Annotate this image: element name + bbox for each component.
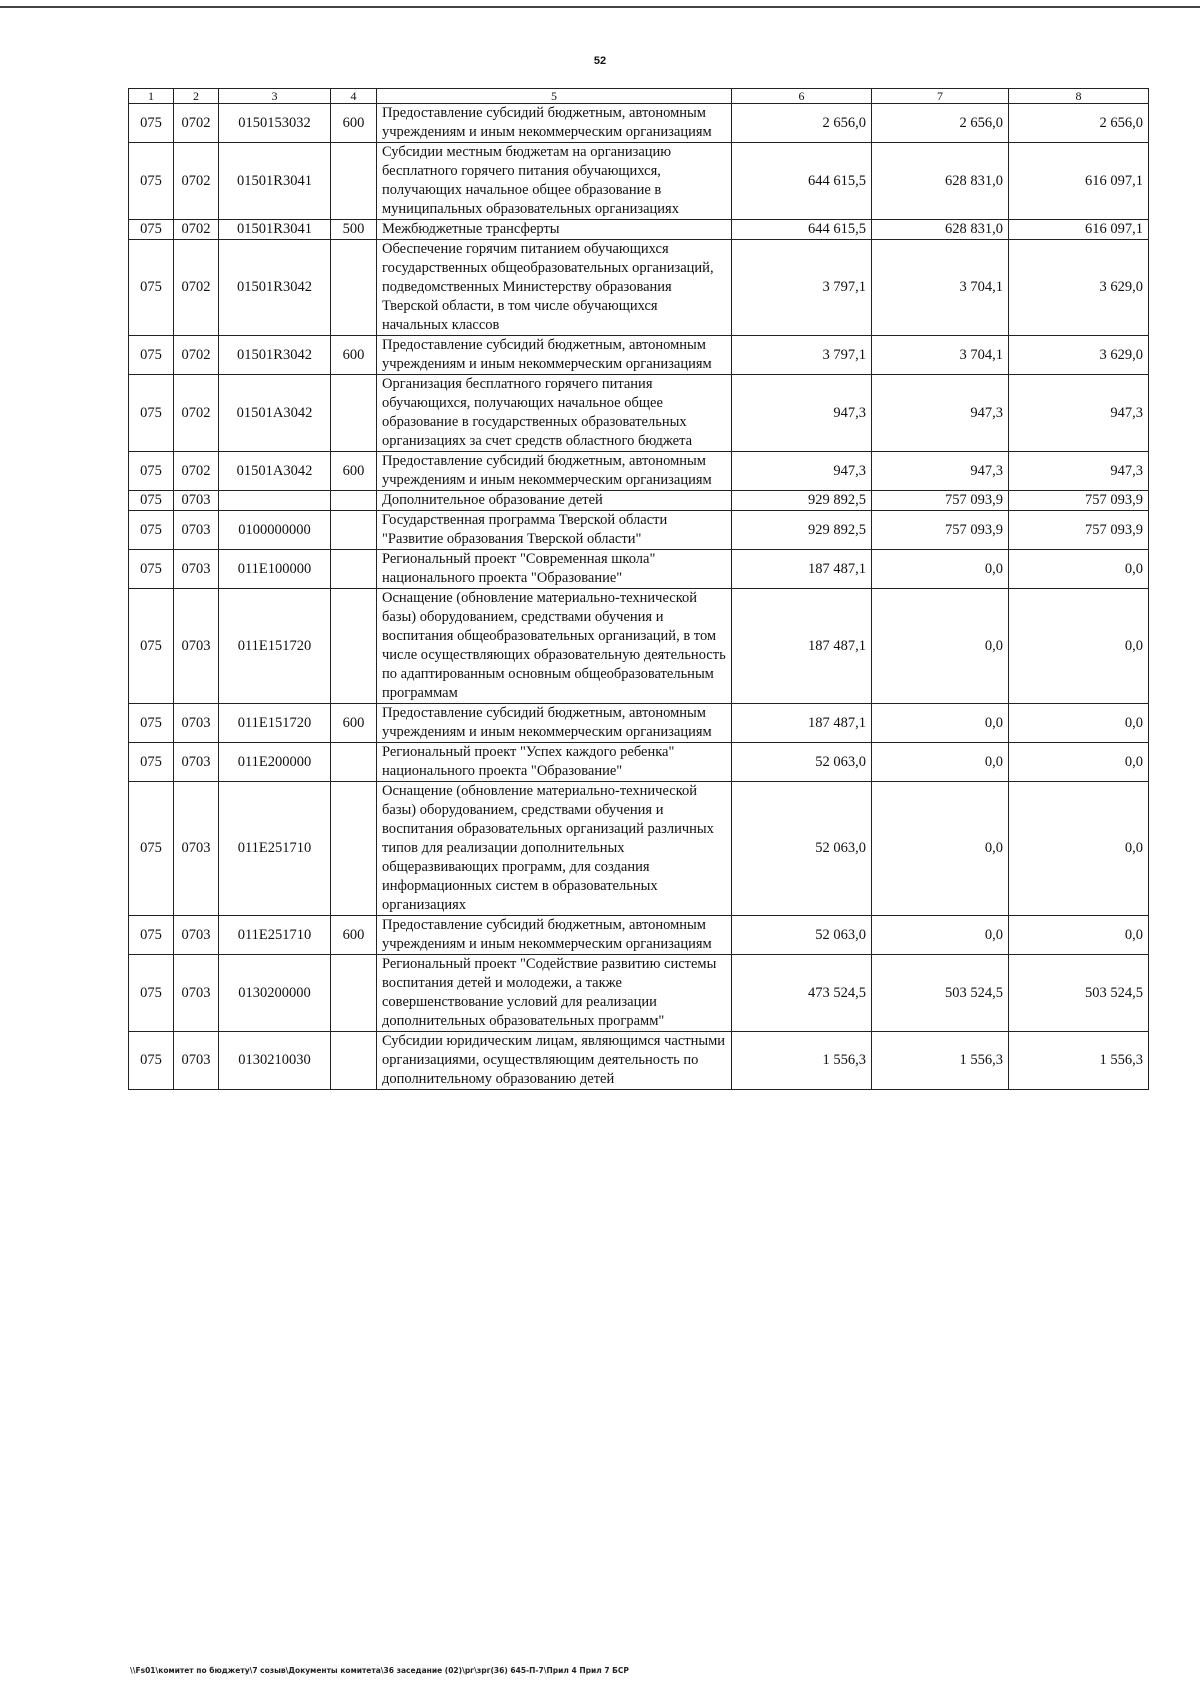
expense-type-code: 500	[331, 220, 377, 240]
amount-col7: 0,0	[872, 550, 1009, 589]
amount-col6: 52 063,0	[732, 782, 872, 916]
ministry-code: 075	[129, 1032, 174, 1090]
target-article-code: 011E200000	[219, 743, 331, 782]
row-description: Предоставление субсидий бюджетным, автономным учреждениям и иным некоммерческим организациям	[377, 704, 732, 743]
row-description: Субсидии местным бюджетам на организацию бесплатного горячего питания обучающихся, получающих начальное общее образование в муниципальных образовательных организациях	[377, 143, 732, 220]
amount-col7: 2 656,0	[872, 104, 1009, 143]
row-description: Оснащение (обновление материально-технической базы) оборудованием, средствами обучения и воспитания общеобразовательных организаций, в том числе осуществляющих образовательную деятельность по адаптированным основным общеобразовательным программам	[377, 589, 732, 704]
table-row	[129, 143, 1149, 220]
table-row	[129, 782, 1149, 916]
amount-col7: 503 524,5	[872, 955, 1009, 1032]
expense-type-code	[331, 511, 377, 550]
ministry-code: 075	[129, 743, 174, 782]
amount-col7: 757 093,9	[872, 511, 1009, 550]
expense-type-code	[331, 589, 377, 704]
section-code: 0703	[174, 511, 219, 550]
section-code: 0703	[174, 743, 219, 782]
row-description: Предоставление субсидий бюджетным, автономным учреждениям и иным некоммерческим организациям	[377, 916, 732, 955]
amount-col7: 0,0	[872, 704, 1009, 743]
expense-type-code	[331, 782, 377, 916]
amount-col7: 947,3	[872, 375, 1009, 452]
ministry-code: 075	[129, 916, 174, 955]
budget-table	[128, 88, 1149, 1090]
expense-type-code	[331, 375, 377, 452]
table-row	[129, 375, 1149, 452]
amount-col6: 644 615,5	[732, 143, 872, 220]
amount-col6: 929 892,5	[732, 511, 872, 550]
amount-col7: 3 704,1	[872, 336, 1009, 375]
target-article-code: 011E151720	[219, 589, 331, 704]
ministry-code: 075	[129, 375, 174, 452]
expense-type-code: 600	[331, 104, 377, 143]
amount-col7: 0,0	[872, 589, 1009, 704]
expense-type-code	[331, 550, 377, 589]
target-article-code: 0130210030	[219, 1032, 331, 1090]
row-description: Дополнительное образование детей	[377, 491, 732, 511]
amount-col7: 1 556,3	[872, 1032, 1009, 1090]
amount-col8: 947,3	[1009, 452, 1149, 491]
section-code: 0703	[174, 782, 219, 916]
amount-col8: 616 097,1	[1009, 143, 1149, 220]
amount-col8: 0,0	[1009, 782, 1149, 916]
amount-col6: 1 556,3	[732, 1032, 872, 1090]
row-description: Государственная программа Тверской области "Развитие образования Тверской области"	[377, 511, 732, 550]
row-description: Обеспечение горячим питанием обучающихся государственных общеобразовательных организаций, подведомственных Министерству образования Тверской области, в том числе обучающихся начальных классов	[377, 240, 732, 336]
top-border-line	[0, 6, 1200, 8]
amount-col6: 187 487,1	[732, 704, 872, 743]
amount-col7: 947,3	[872, 452, 1009, 491]
section-code: 0703	[174, 955, 219, 1032]
table-row	[129, 240, 1149, 336]
table-row	[129, 511, 1149, 550]
section-code: 0703	[174, 550, 219, 589]
column-header: 4	[331, 89, 377, 104]
target-article-code: 011E100000	[219, 550, 331, 589]
section-code: 0702	[174, 143, 219, 220]
row-description: Предоставление субсидий бюджетным, автономным учреждениям и иным некоммерческим организациям	[377, 452, 732, 491]
target-article-code	[219, 491, 331, 511]
target-article-code: 011E151720	[219, 704, 331, 743]
amount-col8: 616 097,1	[1009, 220, 1149, 240]
expense-type-code: 600	[331, 704, 377, 743]
expense-type-code	[331, 955, 377, 1032]
section-code: 0703	[174, 491, 219, 511]
target-article-code: 01501R3041	[219, 143, 331, 220]
expense-type-code	[331, 240, 377, 336]
amount-col8: 0,0	[1009, 916, 1149, 955]
ministry-code: 075	[129, 704, 174, 743]
table-row	[129, 220, 1149, 240]
column-header: 3	[219, 89, 331, 104]
section-code: 0702	[174, 240, 219, 336]
amount-col7: 0,0	[872, 782, 1009, 916]
row-description: Региональный проект "Содействие развитию системы воспитания детей и молодежи, а также совершенствование условий для реализации дополнительных образовательных программ"	[377, 955, 732, 1032]
expense-type-code	[331, 143, 377, 220]
target-article-code: 0150153032	[219, 104, 331, 143]
expense-type-code	[331, 743, 377, 782]
amount-col6: 52 063,0	[732, 916, 872, 955]
table-row	[129, 550, 1149, 589]
section-code: 0703	[174, 704, 219, 743]
row-description: Субсидии юридическим лицам, являющимся частными организациями, осуществляющим деятельность по дополнительному образованию детей	[377, 1032, 732, 1090]
expense-type-code: 600	[331, 452, 377, 491]
page-number: 52	[593, 55, 607, 67]
amount-col7: 0,0	[872, 916, 1009, 955]
target-article-code: 0130200000	[219, 955, 331, 1032]
column-header: 7	[872, 89, 1009, 104]
section-code: 0703	[174, 1032, 219, 1090]
section-code: 0702	[174, 104, 219, 143]
amount-col6: 3 797,1	[732, 240, 872, 336]
amount-col7: 757 093,9	[872, 491, 1009, 511]
table-row	[129, 916, 1149, 955]
table-row	[129, 491, 1149, 511]
amount-col8: 3 629,0	[1009, 336, 1149, 375]
row-description: Региональный проект "Современная школа" национального проекта "Образование"	[377, 550, 732, 589]
target-article-code: 0100000000	[219, 511, 331, 550]
target-article-code: 011E251710	[219, 916, 331, 955]
expense-type-code: 600	[331, 336, 377, 375]
target-article-code: 011E251710	[219, 782, 331, 916]
ministry-code: 075	[129, 452, 174, 491]
column-number-header	[129, 89, 1149, 104]
expense-type-code	[331, 491, 377, 511]
ministry-code: 075	[129, 220, 174, 240]
amount-col7: 628 831,0	[872, 143, 1009, 220]
amount-col8: 2 656,0	[1009, 104, 1149, 143]
amount-col8: 0,0	[1009, 743, 1149, 782]
row-description: Предоставление субсидий бюджетным, автономным учреждениям и иным некоммерческим организациям	[377, 104, 732, 143]
ministry-code: 075	[129, 589, 174, 704]
amount-col8: 1 556,3	[1009, 1032, 1149, 1090]
amount-col6: 187 487,1	[732, 589, 872, 704]
amount-col6: 3 797,1	[732, 336, 872, 375]
target-article-code: 01501R3042	[219, 336, 331, 375]
ministry-code: 075	[129, 511, 174, 550]
ministry-code: 075	[129, 550, 174, 589]
column-header: 6	[732, 89, 872, 104]
table-row	[129, 743, 1149, 782]
amount-col6: 929 892,5	[732, 491, 872, 511]
amount-col8: 0,0	[1009, 704, 1149, 743]
section-code: 0702	[174, 220, 219, 240]
amount-col8: 503 524,5	[1009, 955, 1149, 1032]
row-description: Региональный проект "Успех каждого ребенка" национального проекта "Образование"	[377, 743, 732, 782]
amount-col8: 757 093,9	[1009, 491, 1149, 511]
section-code: 0702	[174, 375, 219, 452]
expense-type-code	[331, 1032, 377, 1090]
amount-col6: 473 524,5	[732, 955, 872, 1032]
amount-col6: 644 615,5	[732, 220, 872, 240]
row-description: Межбюджетные трансферты	[377, 220, 732, 240]
amount-col6: 52 063,0	[732, 743, 872, 782]
table-row	[129, 336, 1149, 375]
ministry-code: 075	[129, 240, 174, 336]
column-header: 5	[377, 89, 732, 104]
section-code: 0703	[174, 589, 219, 704]
section-code: 0703	[174, 916, 219, 955]
table-row	[129, 955, 1149, 1032]
amount-col6: 947,3	[732, 375, 872, 452]
ministry-code: 075	[129, 104, 174, 143]
table-row	[129, 1032, 1149, 1090]
table-row	[129, 104, 1149, 143]
amount-col8: 3 629,0	[1009, 240, 1149, 336]
ministry-code: 075	[129, 143, 174, 220]
ministry-code: 075	[129, 782, 174, 916]
amount-col8: 947,3	[1009, 375, 1149, 452]
amount-col6: 2 656,0	[732, 104, 872, 143]
expense-type-code: 600	[331, 916, 377, 955]
amount-col6: 187 487,1	[732, 550, 872, 589]
ministry-code: 075	[129, 336, 174, 375]
amount-col8: 0,0	[1009, 589, 1149, 704]
amount-col8: 757 093,9	[1009, 511, 1149, 550]
ministry-code: 075	[129, 955, 174, 1032]
table-row	[129, 589, 1149, 704]
target-article-code: 01501A3042	[219, 452, 331, 491]
table-row	[129, 704, 1149, 743]
column-header: 8	[1009, 89, 1149, 104]
row-description: Организация бесплатного горячего питания обучающихся, получающих начальное общее образование в государственных образовательных организациях за счет средств областного бюджета	[377, 375, 732, 452]
target-article-code: 01501R3041	[219, 220, 331, 240]
row-description: Оснащение (обновление материально-технической базы) оборудованием, средствами обучения и воспитания образовательных организаций различных типов для реализации дополнительных общеразвивающих программ, для создания информационных систем в образовательных организациях	[377, 782, 732, 916]
column-header: 2	[174, 89, 219, 104]
amount-col7: 0,0	[872, 743, 1009, 782]
column-header: 1	[129, 89, 174, 104]
target-article-code: 01501A3042	[219, 375, 331, 452]
table-row	[129, 452, 1149, 491]
section-code: 0702	[174, 336, 219, 375]
amount-col7: 628 831,0	[872, 220, 1009, 240]
amount-col8: 0,0	[1009, 550, 1149, 589]
footer-file-path: \\Fs01\комитет по бюджету\7 созыв\Документы комитета\36 заседание (02)\рг\зрг(36) 645-П-7\Прил 4 Прил 7 БСР	[130, 1666, 629, 1675]
amount-col6: 947,3	[732, 452, 872, 491]
row-description: Предоставление субсидий бюджетным, автономным учреждениям и иным некоммерческим организациям	[377, 336, 732, 375]
ministry-code: 075	[129, 491, 174, 511]
target-article-code: 01501R3042	[219, 240, 331, 336]
section-code: 0702	[174, 452, 219, 491]
amount-col7: 3 704,1	[872, 240, 1009, 336]
